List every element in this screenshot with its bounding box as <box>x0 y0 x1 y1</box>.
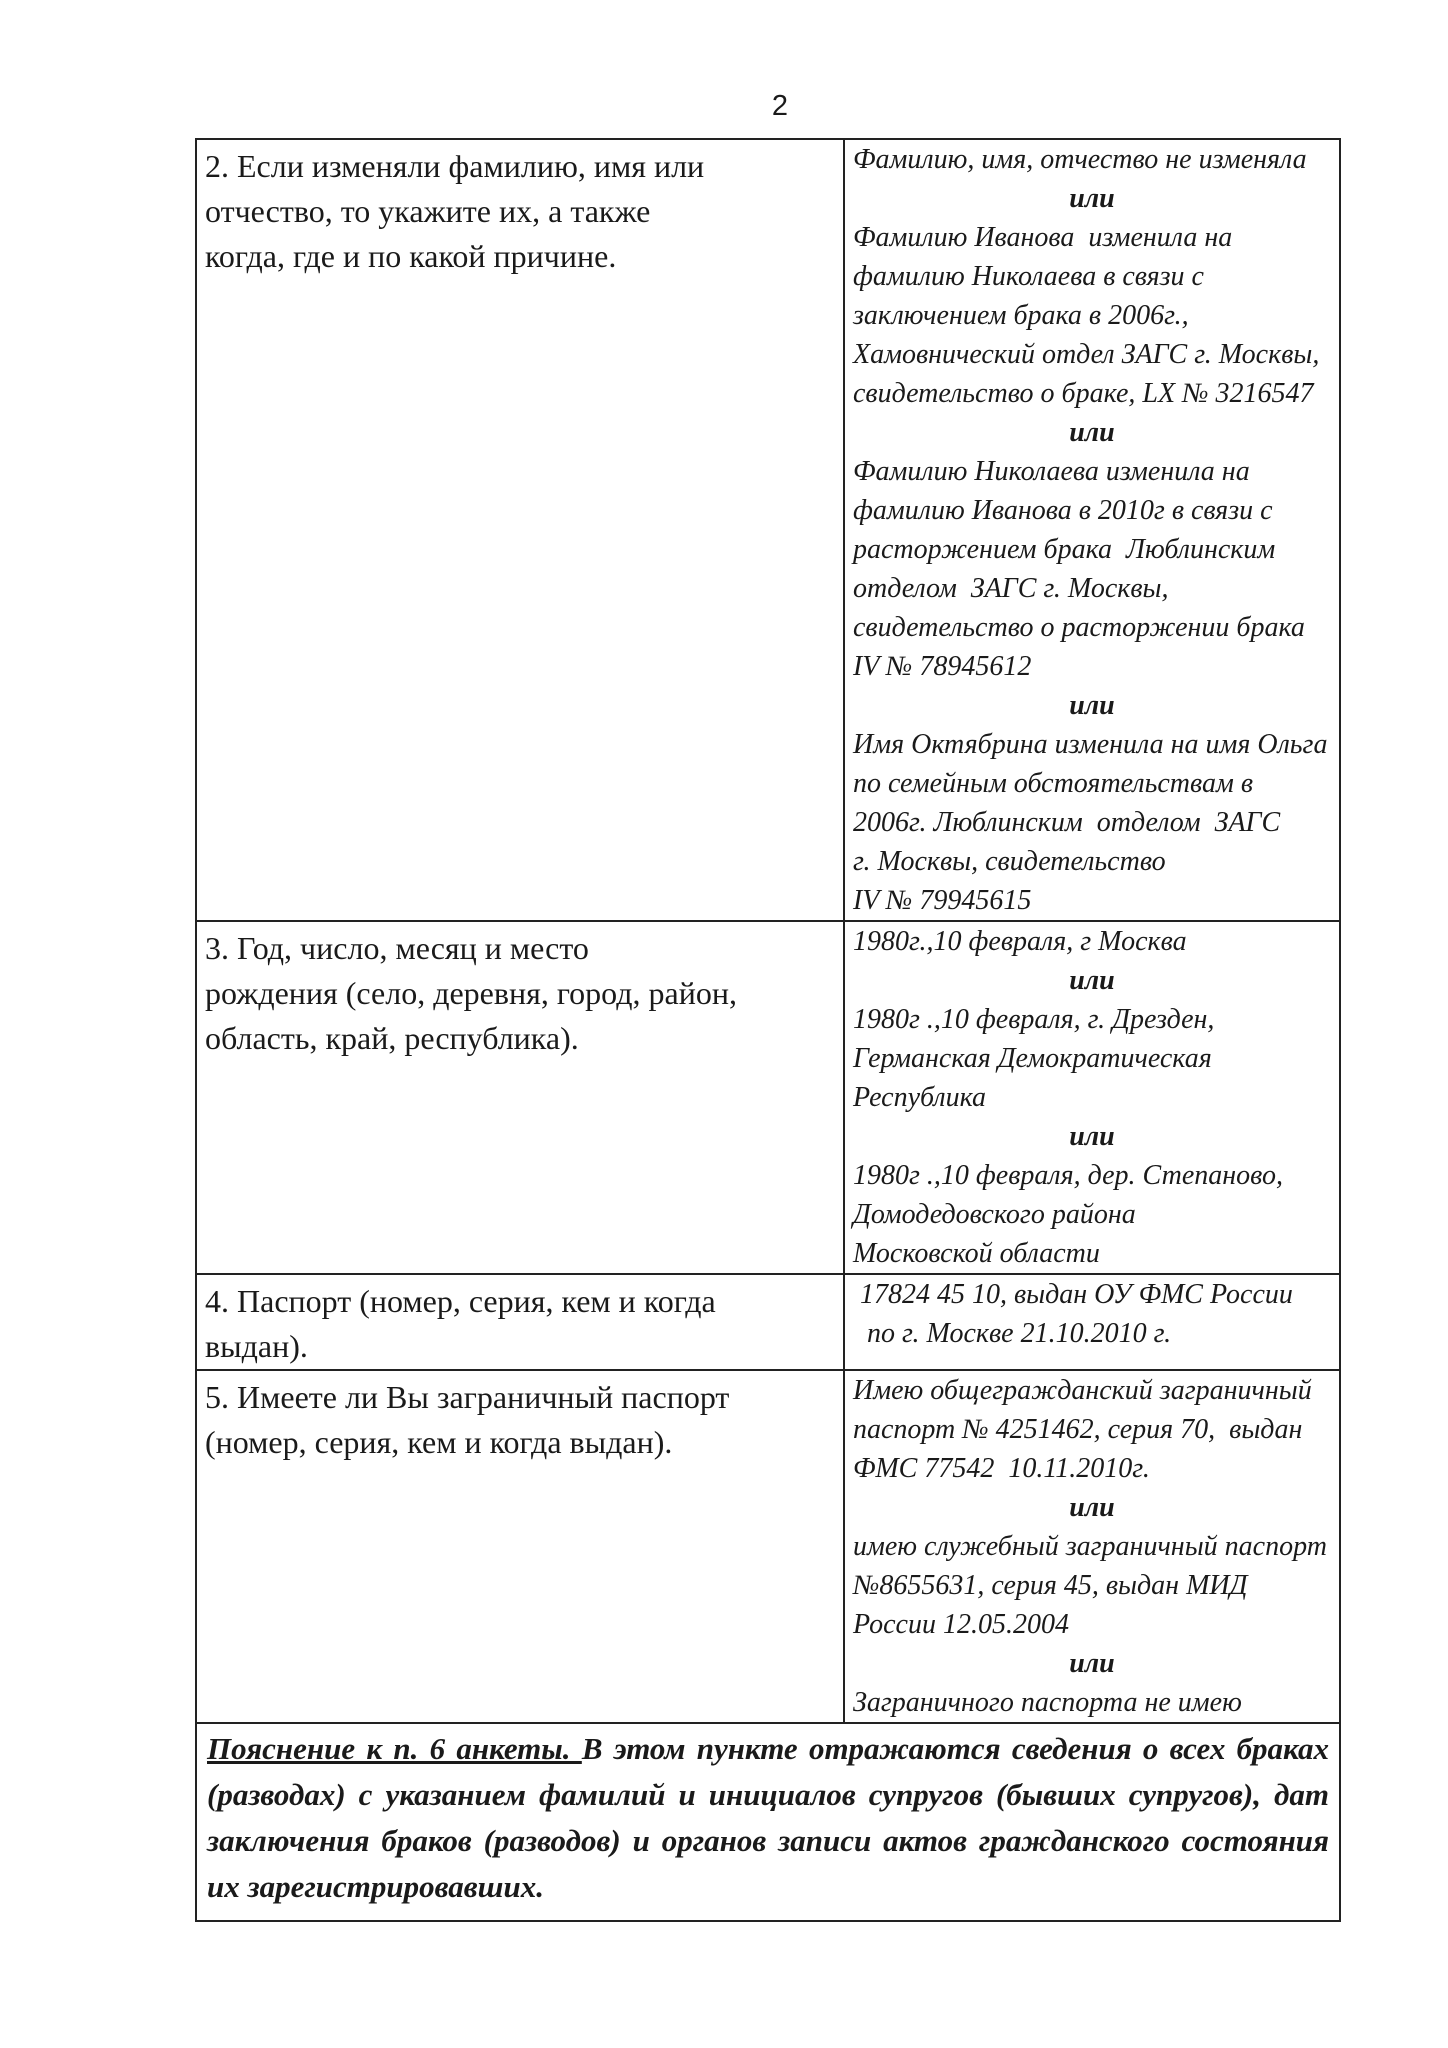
answer-line: 1980г.,10 февраля, г Москва <box>853 926 1187 957</box>
answer-line: г. Москвы, свидетельство <box>853 846 1166 877</box>
answer-line: Московской области <box>853 1238 1100 1269</box>
note-text: В этом пункте отражаются сведения о всех браках (разводах) с указанием фамилий и инициалов супругов (бывших супругов), дат заключения браков (разводов) и органов записи актов гражданского состояния их зарегистрировавших. <box>207 1731 1329 1904</box>
question-cell <box>196 921 844 1274</box>
answer-line: России 12.05.2004 <box>853 1609 1069 1640</box>
answer-cell <box>844 139 1340 921</box>
table-row <box>196 139 1340 921</box>
note-label: Пояснение к п. 6 анкеты. <box>207 1731 582 1766</box>
or-separator: или <box>1069 183 1115 214</box>
answer-line: Имею общегражданский заграничный <box>853 1375 1312 1406</box>
or-separator: или <box>1069 417 1115 448</box>
answer-line: свидетельство о браке, LX № 3216547 <box>853 378 1314 409</box>
answer-cell <box>844 921 1340 1274</box>
answer-line: 2006г. Люблинским отделом ЗАГС <box>853 807 1281 838</box>
question-line: 4. Паспорт (номер, серия, кем и когда <box>205 1283 716 1319</box>
answer-line: IV № 78945612 <box>853 651 1032 682</box>
answer-line: Фамилию Иванова изменила на <box>853 222 1233 253</box>
question-cell <box>196 139 844 921</box>
note-row <box>196 1723 1340 1921</box>
questionnaire-table <box>195 138 1341 1922</box>
answer-line: ФМС 77542 10.11.2010г. <box>853 1453 1150 1484</box>
answer-line: отделом ЗАГС г. Москвы, <box>853 573 1169 604</box>
table-row <box>196 1274 1340 1370</box>
answer-cell <box>844 1274 1340 1370</box>
question-cell <box>196 1370 844 1723</box>
question-line: рождения (село, деревня, город, район, <box>205 975 737 1011</box>
answer-line: 1980г .,10 февраля, г. Дрезден, <box>853 1004 1215 1035</box>
question-line: выдан). <box>205 1328 308 1364</box>
table-row <box>196 1370 1340 1723</box>
question-line: 2. Если изменяли фамилию, имя или <box>205 148 705 184</box>
answer-line: Хамовнический отдел ЗАГС г. Москвы, <box>853 339 1320 370</box>
question-line: когда, где и по какой причине. <box>205 238 617 274</box>
answer-line: Фамилию Николаева изменила на <box>853 456 1250 487</box>
answer-line: паспорт № 4251462, серия 70, выдан <box>853 1414 1303 1445</box>
answer-line: 17824 45 10, выдан ОУ ФМС России <box>853 1279 1293 1310</box>
question-line: 5. Имеете ли Вы заграничный паспорт <box>205 1379 730 1415</box>
answer-line: фамилию Николаева в связи с <box>853 261 1204 292</box>
answer-line: 1980г .,10 февраля, дер. Степаново, <box>853 1160 1283 1191</box>
or-separator: или <box>1069 965 1115 996</box>
answer-line: расторжением брака Люблинским <box>853 534 1276 565</box>
answer-line: Домодедовского района <box>853 1199 1136 1230</box>
question-line: область, край, республика). <box>205 1020 579 1056</box>
question-line: отчество, то укажите их, а также <box>205 193 651 229</box>
question-cell <box>196 1274 844 1370</box>
answer-line: IV № 79945615 <box>853 885 1032 916</box>
answer-line: №8655631, серия 45, выдан МИД <box>853 1570 1248 1601</box>
or-separator: или <box>1069 1648 1115 1679</box>
answer-line: свидетельство о расторжении брака <box>853 612 1305 643</box>
or-separator: или <box>1069 1492 1115 1523</box>
question-line: (номер, серия, кем и когда выдан). <box>205 1424 673 1460</box>
page-number: 2 <box>771 90 789 122</box>
answer-line: фамилию Иванова в 2010г в связи с <box>853 495 1273 526</box>
answer-line: по г. Москве 21.10.2010 г. <box>853 1318 1172 1349</box>
answer-line: имею служебный заграничный паспорт <box>853 1531 1327 1562</box>
answer-line: Имя Октябрина изменила на имя Ольга <box>853 729 1328 760</box>
answer-line: Фамилию, имя, отчество не изменяла <box>853 144 1307 175</box>
answer-cell <box>844 1370 1340 1723</box>
table-row <box>196 921 1340 1274</box>
or-separator: или <box>1069 1121 1115 1152</box>
question-line: 3. Год, число, месяц и место <box>205 930 589 966</box>
answer-line: Германская Демократическая <box>853 1043 1212 1074</box>
answer-line: по семейным обстоятельствам в <box>853 768 1253 799</box>
answer-line: Заграничного паспорта не имею <box>853 1687 1242 1718</box>
answer-line: Республика <box>853 1082 986 1113</box>
note-cell <box>196 1723 1340 1921</box>
answer-line: заключением брака в 2006г., <box>853 300 1189 331</box>
or-separator: или <box>1069 690 1115 721</box>
